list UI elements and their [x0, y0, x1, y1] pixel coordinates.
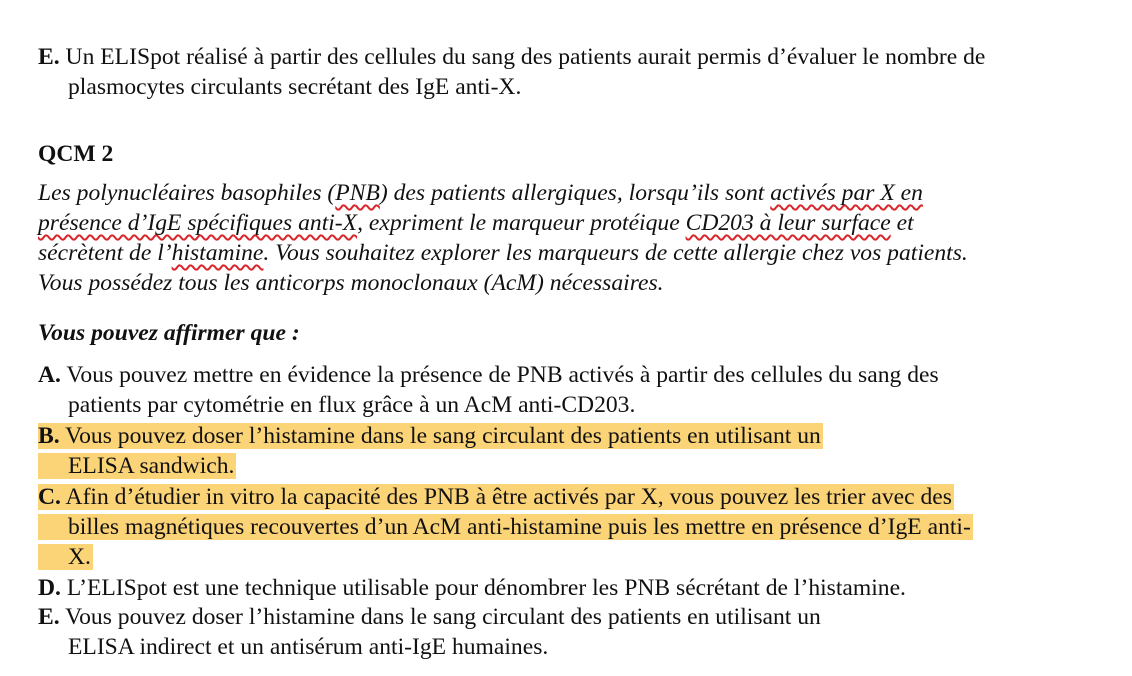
option-c-line2: billes magnétiques recouvertes d’un AcM anti-histamine puis les mettre en présence d’IgE anti-	[68, 514, 971, 540]
prev-option-e-text: Un ELISpot réalisé à partir des cellules du sang des patients aurait permis d’évaluer le nombre de	[59, 44, 986, 70]
option-d-letter: D.	[38, 575, 61, 601]
option-c-line3: X.	[68, 544, 91, 570]
intro-line3: sécrètent de l’histamine. Vous souhaitez explorer les marqueurs de cette allergie chez vos patients.	[38, 240, 968, 266]
option-c-highlight-1: C. Afin d’étudier in vitro la capacité des PNB à être activés par X, vous pouvez les trier avec des	[38, 484, 952, 510]
spellcheck-histamine: histamine	[171, 240, 264, 266]
intro-line4: Vous possédez tous les anticorps monoclonaux (AcM) nécessaires.	[38, 270, 664, 296]
option-c-letter: C.	[38, 484, 61, 510]
spellcheck-actives: activés par X en	[770, 180, 923, 206]
prev-option-e-line2: plasmocytes circulants secrétant des IgE anti-X.	[68, 74, 522, 100]
option-c-line1	[38, 482, 954, 512]
intro-line2: présence d’IgE spécifiques anti-X, expriment le marqueur protéique CD203 à leur surface et	[38, 210, 914, 236]
option-e-letter: E.	[38, 604, 60, 630]
option-e-line2: ELISA indirect et un antisérum anti-IgE humaines.	[68, 634, 549, 660]
spellcheck-cd203: CD203 à leur surface	[685, 210, 891, 236]
option-b-line1	[38, 421, 823, 451]
option-c-line2-row	[38, 512, 973, 542]
question-title: QCM 2	[38, 141, 114, 167]
option-c-highlight-3	[38, 544, 93, 570]
option-b-highlight-2	[38, 453, 236, 479]
spellcheck-presence: présence d’IgE spécifiques anti-X	[38, 210, 358, 236]
option-a-line2: patients par cytométrie en flux grâce à un AcM anti-CD203.	[68, 392, 636, 418]
spellcheck-pnb: PNB	[335, 180, 380, 206]
option-b-highlight-1: B. Vous pouvez doser l’histamine dans le sang circulant des patients en utilisant un	[38, 423, 821, 449]
option-b-line2-row	[38, 451, 236, 481]
prev-option-e-line1	[38, 42, 985, 72]
option-c-line3-row	[38, 542, 93, 572]
option-b-line2: ELISA sandwich.	[68, 453, 235, 479]
option-a-line1: A. Vous pouvez mettre en évidence la présence de PNB activés à partir des cellules du sang des	[38, 362, 939, 388]
option-b-letter: B.	[38, 423, 60, 449]
option-d-line1: D. L’ELISpot est une technique utilisable pour dénombrer les PNB sécrétant de l’histamine.	[38, 575, 906, 601]
question-prompt: Vous pouvez affirmer que :	[38, 320, 300, 346]
option-c-highlight-2	[38, 514, 973, 540]
option-e-line1: E. Vous pouvez doser l’histamine dans le sang circulant des patients en utilisant un	[38, 604, 821, 630]
option-a-letter: A.	[38, 362, 61, 388]
prev-option-e-letter: E.	[38, 44, 60, 70]
intro-line1: Les polynucléaires basophiles (PNB) des patients allergiques, lorsqu’ils sont activés par X en	[38, 180, 923, 206]
